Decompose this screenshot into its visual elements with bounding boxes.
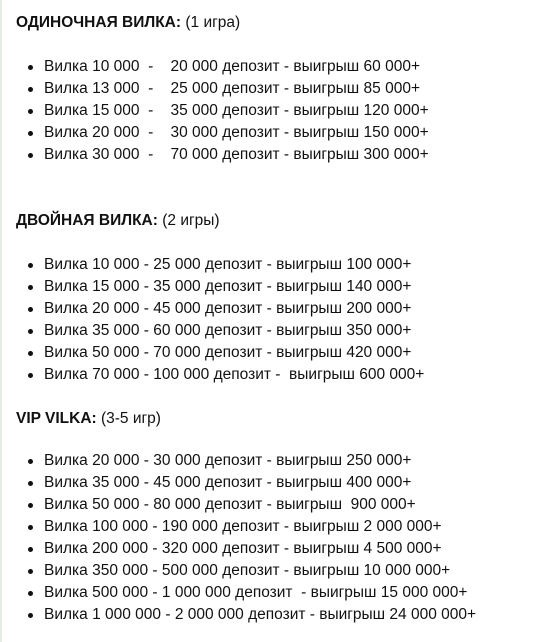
section-title-label: ДВОЙНАЯ ВИЛКА: [16,212,158,229]
section-vip-fork [16,408,530,626]
list-item: Вилка 35 000 - 60 000 депозит - выигрыш 350 000+ [26,320,530,342]
section-title-label: VIP VILKA: [16,410,97,427]
section-title [16,12,530,34]
list-item: Вилка 20 000 - 30 000 депозит - выигрыш 150 000+ [26,122,530,144]
list-item: Вилка 350 000 - 500 000 депозит - выигрыш 10 000 000+ [26,560,530,582]
list-item: Вилка 100 000 - 190 000 депозит - выигрыш 2 000 000+ [26,516,530,538]
list-item: Вилка 10 000 - 25 000 депозит - выигрыш 100 000+ [26,254,530,276]
chat-left-edge [0,0,2,642]
list-item: Вилка 1 000 000 - 2 000 000 депозит - выигрыш 24 000 000+ [26,604,530,626]
list-item: Вилка 30 000 - 70 000 депозит - выигрыш 300 000+ [26,144,530,166]
list-item: Вилка 500 000 - 1 000 000 депозит - выигрыш 15 000 000+ [26,582,530,604]
section-subtitle: (3-5 игр) [96,410,161,427]
list-item: Вилка 70 000 - 100 000 депозит - выигрыш 600 000+ [26,364,530,386]
section-single-fork [16,12,530,166]
section-title [16,210,530,232]
section-subtitle: (2 игры) [157,212,220,229]
section-title-label: ОДИНОЧНАЯ ВИЛКА: [16,14,182,31]
section-double-fork [16,210,530,386]
fork-list [16,56,530,166]
list-item: Вилка 15 000 - 35 000 депозит - выигрыш 120 000+ [26,100,530,122]
list-item: Вилка 13 000 - 25 000 депозит - выигрыш 85 000+ [26,78,530,100]
list-item: Вилка 20 000 - 30 000 депозит - выигрыш 250 000+ [26,450,530,472]
list-item: Вилка 50 000 - 80 000 депозит - выигрыш 900 000+ [26,494,530,516]
section-title [16,408,530,430]
list-item: Вилка 20 000 - 45 000 депозит - выигрыш 200 000+ [26,298,530,320]
list-item: Вилка 50 000 - 70 000 депозит - выигрыш 420 000+ [26,342,530,364]
fork-list [16,254,530,386]
message-body [16,12,530,626]
section-subtitle: (1 игра) [181,14,241,31]
list-item: Вилка 200 000 - 320 000 депозит - выигрыш 4 500 000+ [26,538,530,560]
fork-list [16,450,530,626]
list-item: Вилка 10 000 - 20 000 депозит - выигрыш 60 000+ [26,56,530,78]
list-item: Вилка 15 000 - 35 000 депозит - выигрыш 140 000+ [26,276,530,298]
list-item: Вилка 35 000 - 45 000 депозит - выигрыш 400 000+ [26,472,530,494]
